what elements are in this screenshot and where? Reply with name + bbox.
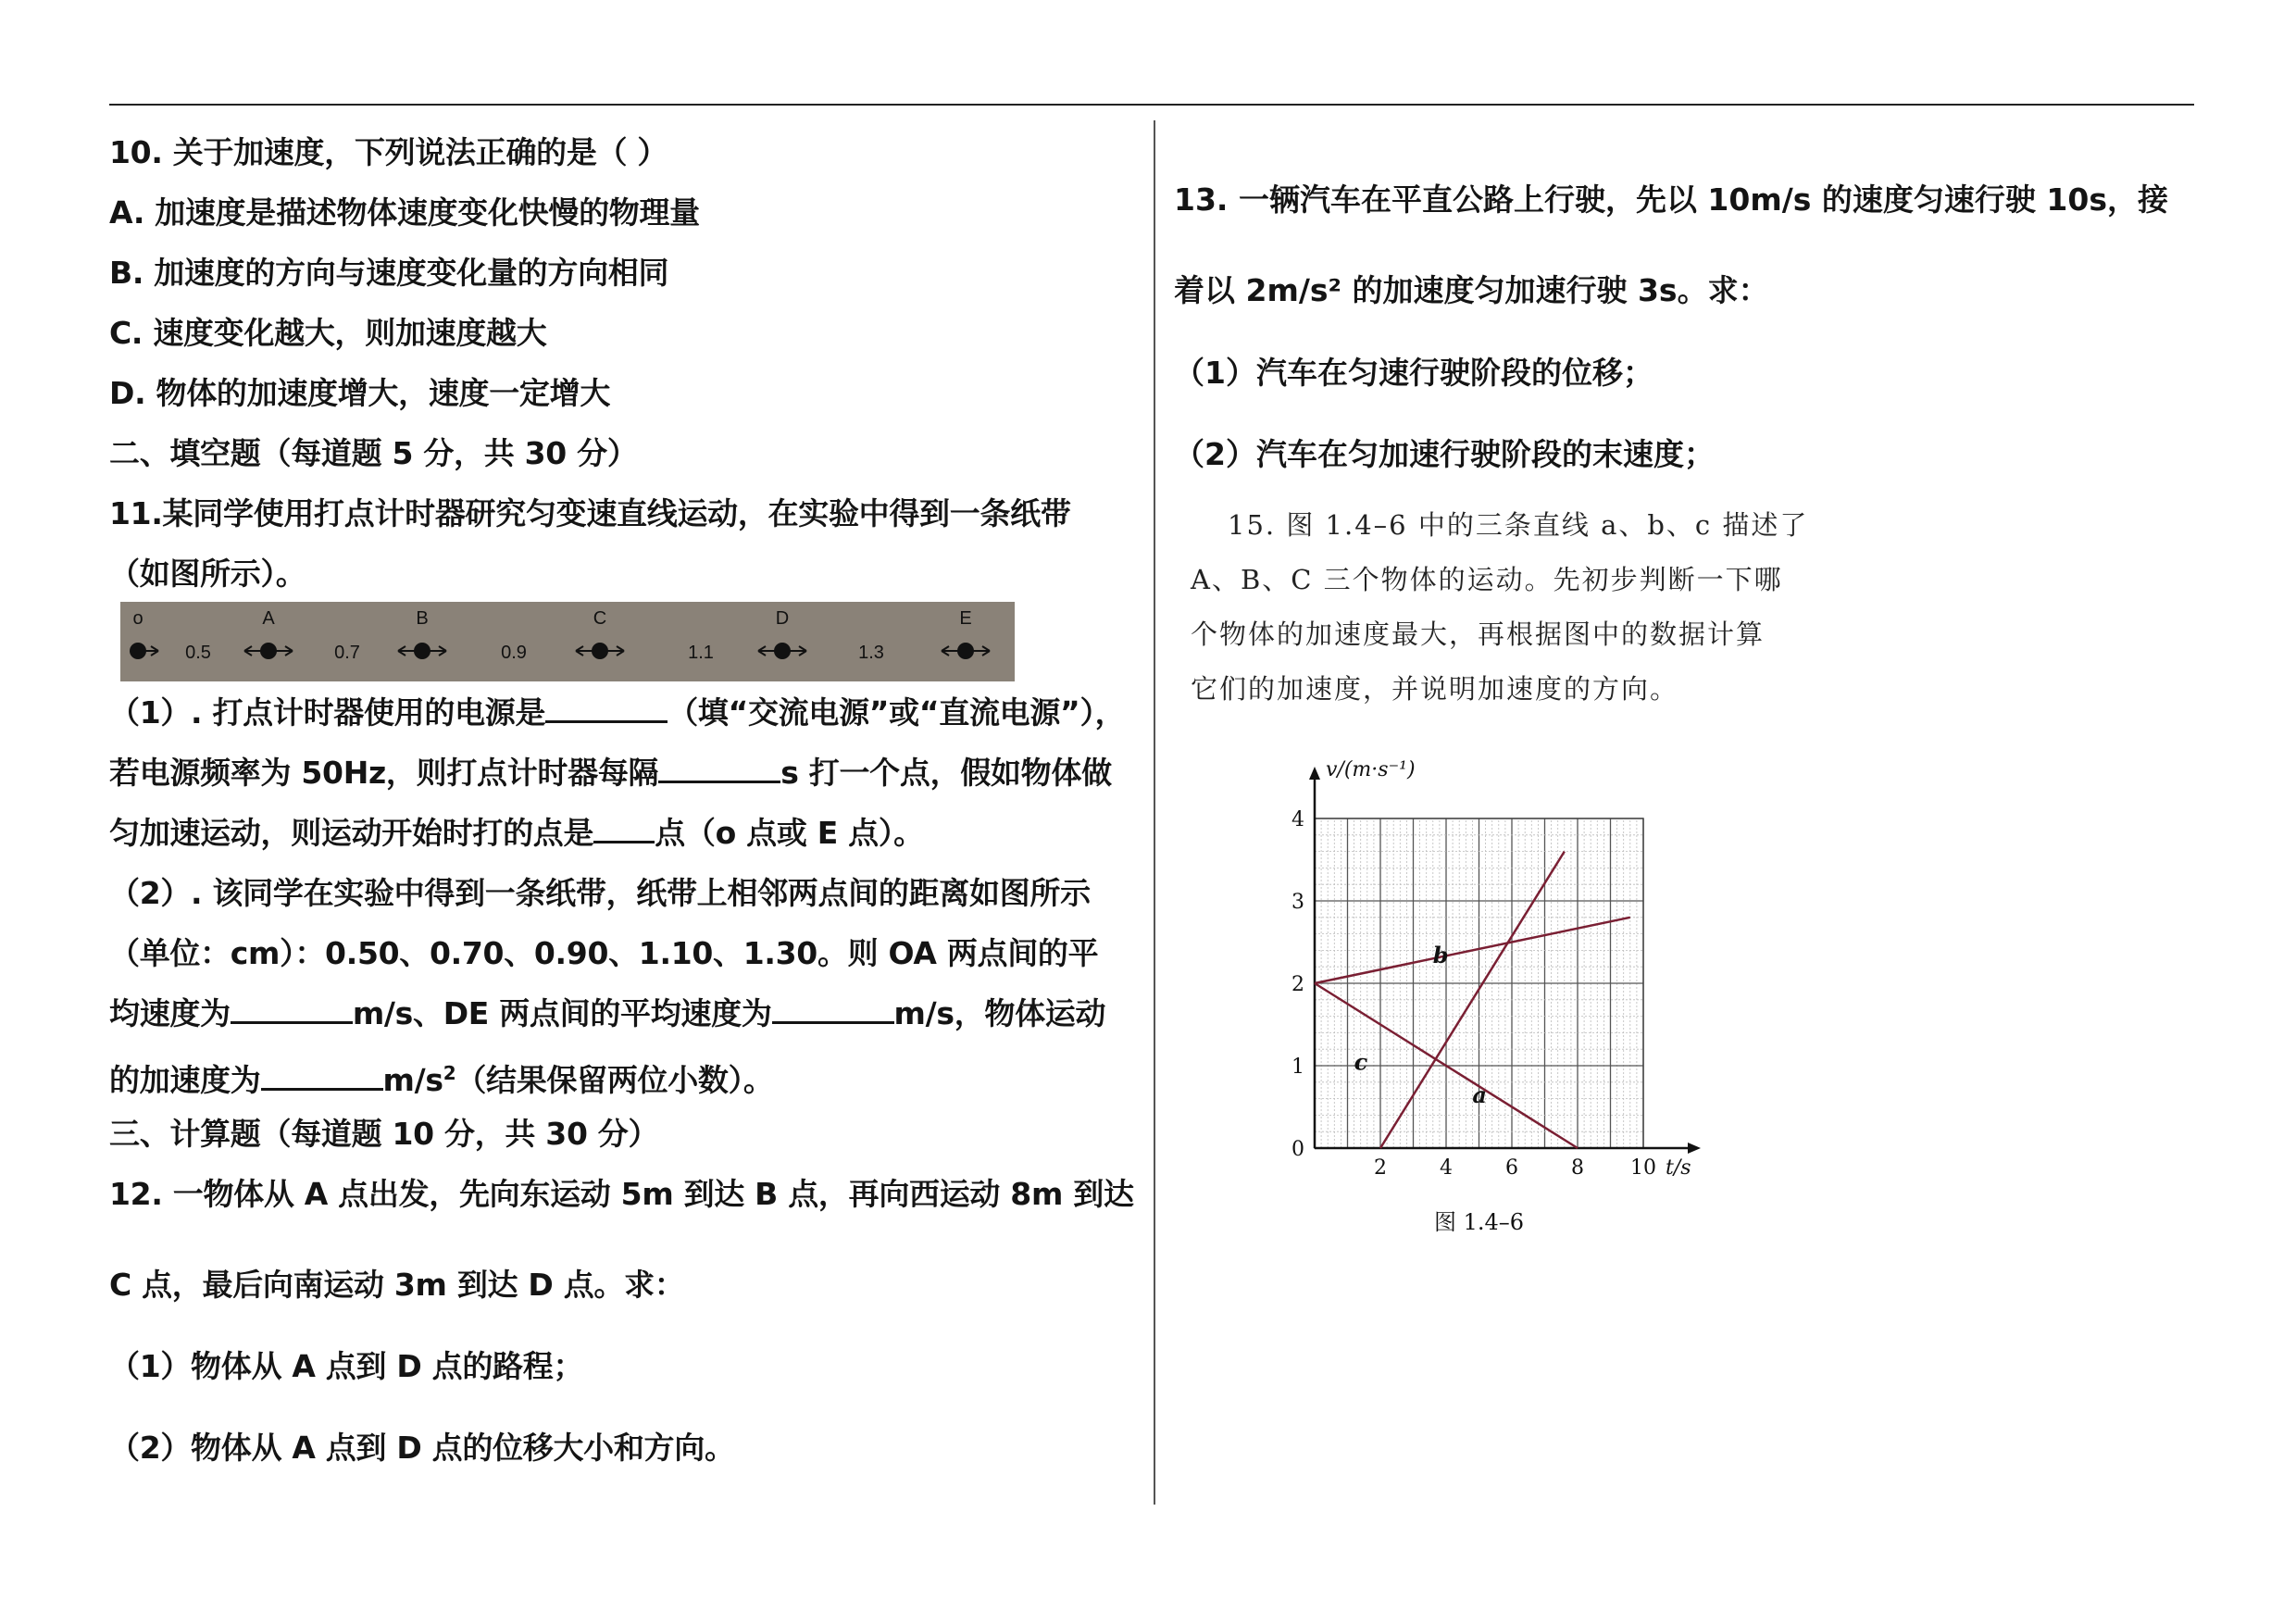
q11-p1-text: 若电源频率为 50Hz，则打点计时器每隔	[109, 755, 659, 791]
paper-tape-figure	[120, 602, 1015, 681]
q11-p2-line4	[109, 1043, 1137, 1104]
y-tick-label: 4	[1292, 808, 1304, 831]
column-divider	[1154, 120, 1155, 1505]
q13-part2: （2）汽车在匀加速行驶阶段的末速度；	[1174, 436, 1715, 472]
q11-p1-line1	[109, 682, 1137, 743]
x-tick-label: 2	[1374, 1156, 1387, 1180]
tape-gap-label: 1.3	[858, 643, 884, 663]
y-tick-label: 3	[1292, 891, 1304, 914]
q11-p2-text: m/s，物体运动	[893, 995, 1106, 1031]
q13-stem-line2: 着以 2m/s² 的加速度匀加速行驶 3s。求：	[1174, 272, 1769, 308]
q11-p1-text: （填“交流电源”或“直流电源”），	[668, 694, 1126, 731]
tape-gap-label: 1.1	[688, 643, 714, 663]
q11-stem-line2: （如图所示）。	[109, 556, 306, 592]
q11-p1-text: （1）. 打点计时器使用的电源是	[109, 694, 546, 731]
q11-p1-text: s 打一个点，假如物体做	[780, 755, 1112, 791]
q11-p2-line1: （2）. 该同学在实验中得到一条纸带，纸带上相邻两点间的距离如图所示	[109, 875, 1091, 911]
left-column	[109, 122, 1137, 1478]
q11-p2-text: 均速度为	[109, 995, 231, 1031]
tape-point-label: o	[132, 608, 144, 629]
tape-point-label: A	[262, 608, 275, 629]
q10-option-b: B. 加速度的方向与速度变化量的方向相同	[109, 255, 669, 291]
series-label-b: b	[1432, 941, 1449, 968]
figure-caption: 图 1.4–6	[1433, 1209, 1525, 1235]
series-label-c: c	[1354, 1048, 1368, 1076]
q12-part2: （2）物体从 A 点到 D 点的位移大小和方向。	[109, 1430, 735, 1466]
q12-stem-line1: 12. 一物体从 A 点出发，先向东运动 5m 到达 B 点，再向西运动 8m 到达	[109, 1176, 1134, 1212]
top-rule	[109, 104, 2194, 106]
tape-gap-label: 0.5	[185, 643, 211, 663]
x-axis-arrow	[1688, 1143, 1701, 1154]
answer-blank-oa-velocity[interactable]	[231, 995, 353, 1024]
tape-gap-label: 0.7	[334, 643, 360, 663]
q13-stem-line1: 13. 一辆汽车在平直公路上行驶，先以 10m/s 的速度匀速行驶 10s，接	[1174, 181, 2168, 218]
tape-gap-label: 0.9	[501, 643, 527, 663]
q11-p2-text: （结果保留两位小数）。	[455, 1062, 774, 1098]
tape-point-label: C	[593, 608, 607, 629]
answer-blank-de-velocity[interactable]	[772, 995, 894, 1024]
series-label-a: a	[1472, 1081, 1487, 1109]
answer-blank-acceleration[interactable]	[261, 1062, 383, 1091]
q15-line4: 它们的加速度，并说明加速度的方向。	[1191, 673, 1679, 705]
q11-p2-text: 的加速度为	[109, 1062, 261, 1098]
q11-p1-text: 点（o 点或 E 点）。	[655, 815, 924, 851]
q11-p1-line3	[109, 803, 1137, 863]
x-tick-label: 6	[1505, 1156, 1518, 1180]
q11-p1-line2	[109, 743, 1137, 803]
q11-p2-text: m/s	[382, 1062, 443, 1098]
q10-option-c: C. 速度变化越大，则加速度越大	[109, 315, 547, 351]
x-tick-label: 8	[1571, 1156, 1584, 1180]
q10-option-a: A. 加速度是描述物体速度变化快慢的物理量	[109, 194, 700, 231]
q11-stem-line1: 11.某同学使用打点计时器研究匀变速直线运动，在实验中得到一条纸带	[109, 495, 1071, 531]
answer-blank-period[interactable]	[658, 755, 780, 783]
answer-blank-start-point[interactable]	[593, 815, 655, 843]
q12-part1: （1）物体从 A 点到 D 点的路程；	[109, 1348, 584, 1384]
superscript: 2	[443, 1062, 456, 1084]
q11-p2-text: m/s、DE 两点间的平均速度为	[352, 995, 772, 1031]
tape-point-label: E	[959, 608, 972, 629]
y-tick-label: 1	[1292, 1056, 1304, 1079]
q15-line2: A、B、C 三个物体的运动。先初步判断一下哪	[1191, 564, 1783, 595]
y-tick-label: 2	[1292, 973, 1304, 996]
answer-blank-power-source[interactable]	[545, 694, 668, 723]
q11-p1-text: 匀加速运动，则运动开始时打的点是	[109, 815, 594, 851]
tape-point-label: B	[416, 608, 429, 629]
q10-option-d: D. 物体的加速度增大，速度一定增大	[109, 375, 611, 411]
y-axis-arrow	[1309, 767, 1320, 780]
q15-line3: 个物体的加速度最大，再根据图中的数据计算	[1191, 618, 1766, 650]
q11-p2-line3	[109, 983, 1137, 1043]
y-axis-label: v/(m·s⁻¹)	[1326, 758, 1416, 781]
section-3-heading: 三、计算题（每道题 10 分，共 30 分）	[109, 1116, 659, 1152]
section-2-heading: 二、填空题（每道题 5 分，共 30 分）	[109, 435, 638, 471]
y-tick-label: 0	[1292, 1138, 1304, 1161]
q12-stem-line2: C 点，最后向南运动 3m 到达 D 点。求：	[109, 1267, 685, 1303]
q15-line1: 15. 图 1.4–6 中的三条直线 a、b、c 描述了	[1228, 509, 1809, 541]
q13-part1: （1）汽车在匀速行驶阶段的位移；	[1174, 355, 1653, 391]
paper-tape-svg	[120, 602, 1015, 681]
x-tick-label: 4	[1440, 1156, 1453, 1180]
tape-point-label: D	[775, 608, 790, 629]
x-axis-label: t/s	[1666, 1156, 1691, 1180]
vt-graph	[1287, 750, 1713, 1250]
q11-p2-line2: （单位：cm）：0.50、0.70、0.90、1.10、1.30。则 OA 两点间的平	[109, 935, 1099, 971]
x-tick-label: 10	[1630, 1156, 1656, 1180]
q10-stem: 10. 关于加速度，下列说法正确的是（ ）	[109, 134, 668, 170]
